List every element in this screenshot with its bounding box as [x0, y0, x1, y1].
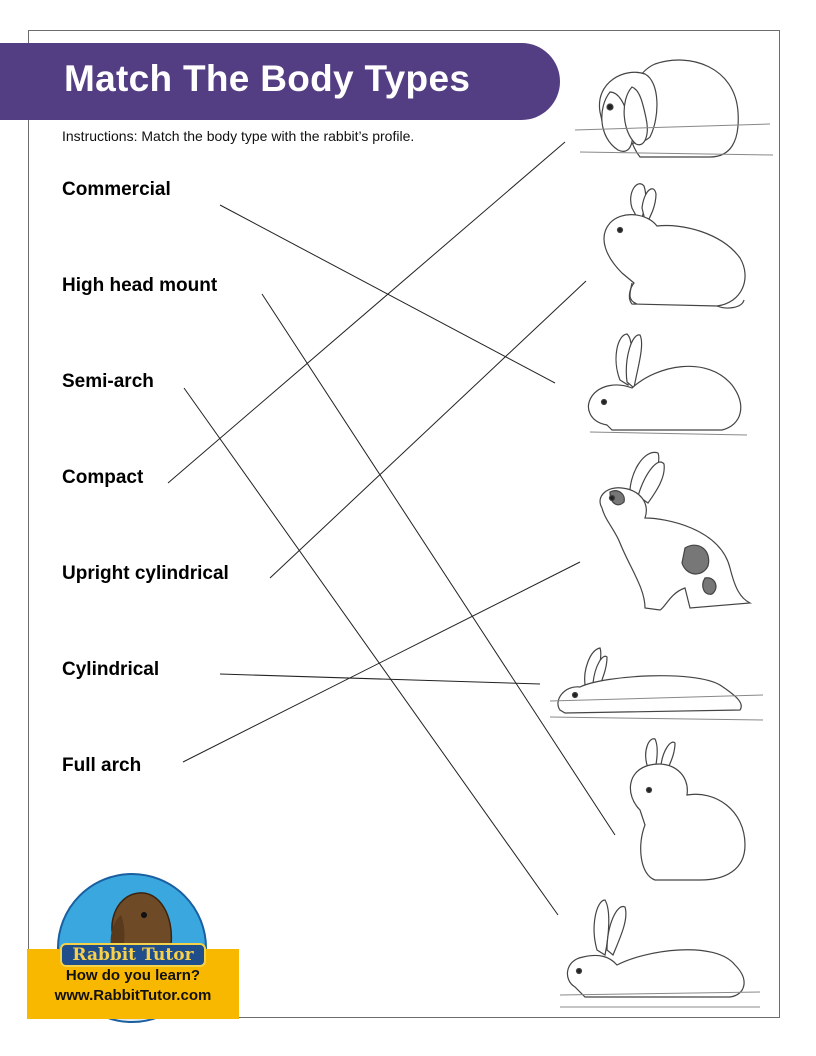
compact-rabbit-icon[interactable] — [592, 178, 757, 313]
match-line-upright-cylindrical — [270, 281, 586, 578]
term-high-head-mount[interactable]: High head mount — [62, 275, 218, 296]
match-line-cylindrical — [220, 674, 540, 684]
lop-rabbit-icon[interactable] — [570, 52, 775, 162]
spotted-upright-rabbit-icon[interactable] — [590, 448, 760, 618]
long-body-rabbit-icon[interactable] — [555, 895, 765, 1010]
dwarf-rabbit-icon[interactable] — [615, 735, 755, 885]
page-title: Match The Body Types — [64, 58, 471, 99]
term-semi-arch[interactable]: Semi-arch — [62, 371, 154, 392]
match-line-semi-arch — [184, 388, 558, 915]
instructions-text: Instructions: Match the body type with the rabbit’s profile. — [62, 128, 415, 144]
term-compact[interactable]: Compact — [62, 467, 144, 488]
term-upright-cylindrical[interactable]: Upright cylindrical — [62, 563, 229, 584]
semi-arch-rabbit-icon[interactable] — [582, 330, 752, 440]
match-line-high-head-mount — [262, 294, 615, 835]
match-line-full-arch — [183, 562, 580, 762]
logo-url-link[interactable]: www.RabbitTutor.com — [54, 987, 212, 1004]
logo-name: Rabbit Tutor — [72, 945, 194, 965]
logo-tagline: How do you learn? — [65, 967, 201, 984]
stretched-rabbit-icon[interactable] — [545, 645, 765, 725]
term-commercial[interactable]: Commercial — [62, 179, 171, 200]
term-cylindrical[interactable]: Cylindrical — [62, 659, 160, 680]
match-line-compact — [168, 142, 565, 483]
rabbit-tutor-logo[interactable] — [27, 871, 239, 1019]
term-full-arch[interactable]: Full arch — [62, 755, 142, 776]
